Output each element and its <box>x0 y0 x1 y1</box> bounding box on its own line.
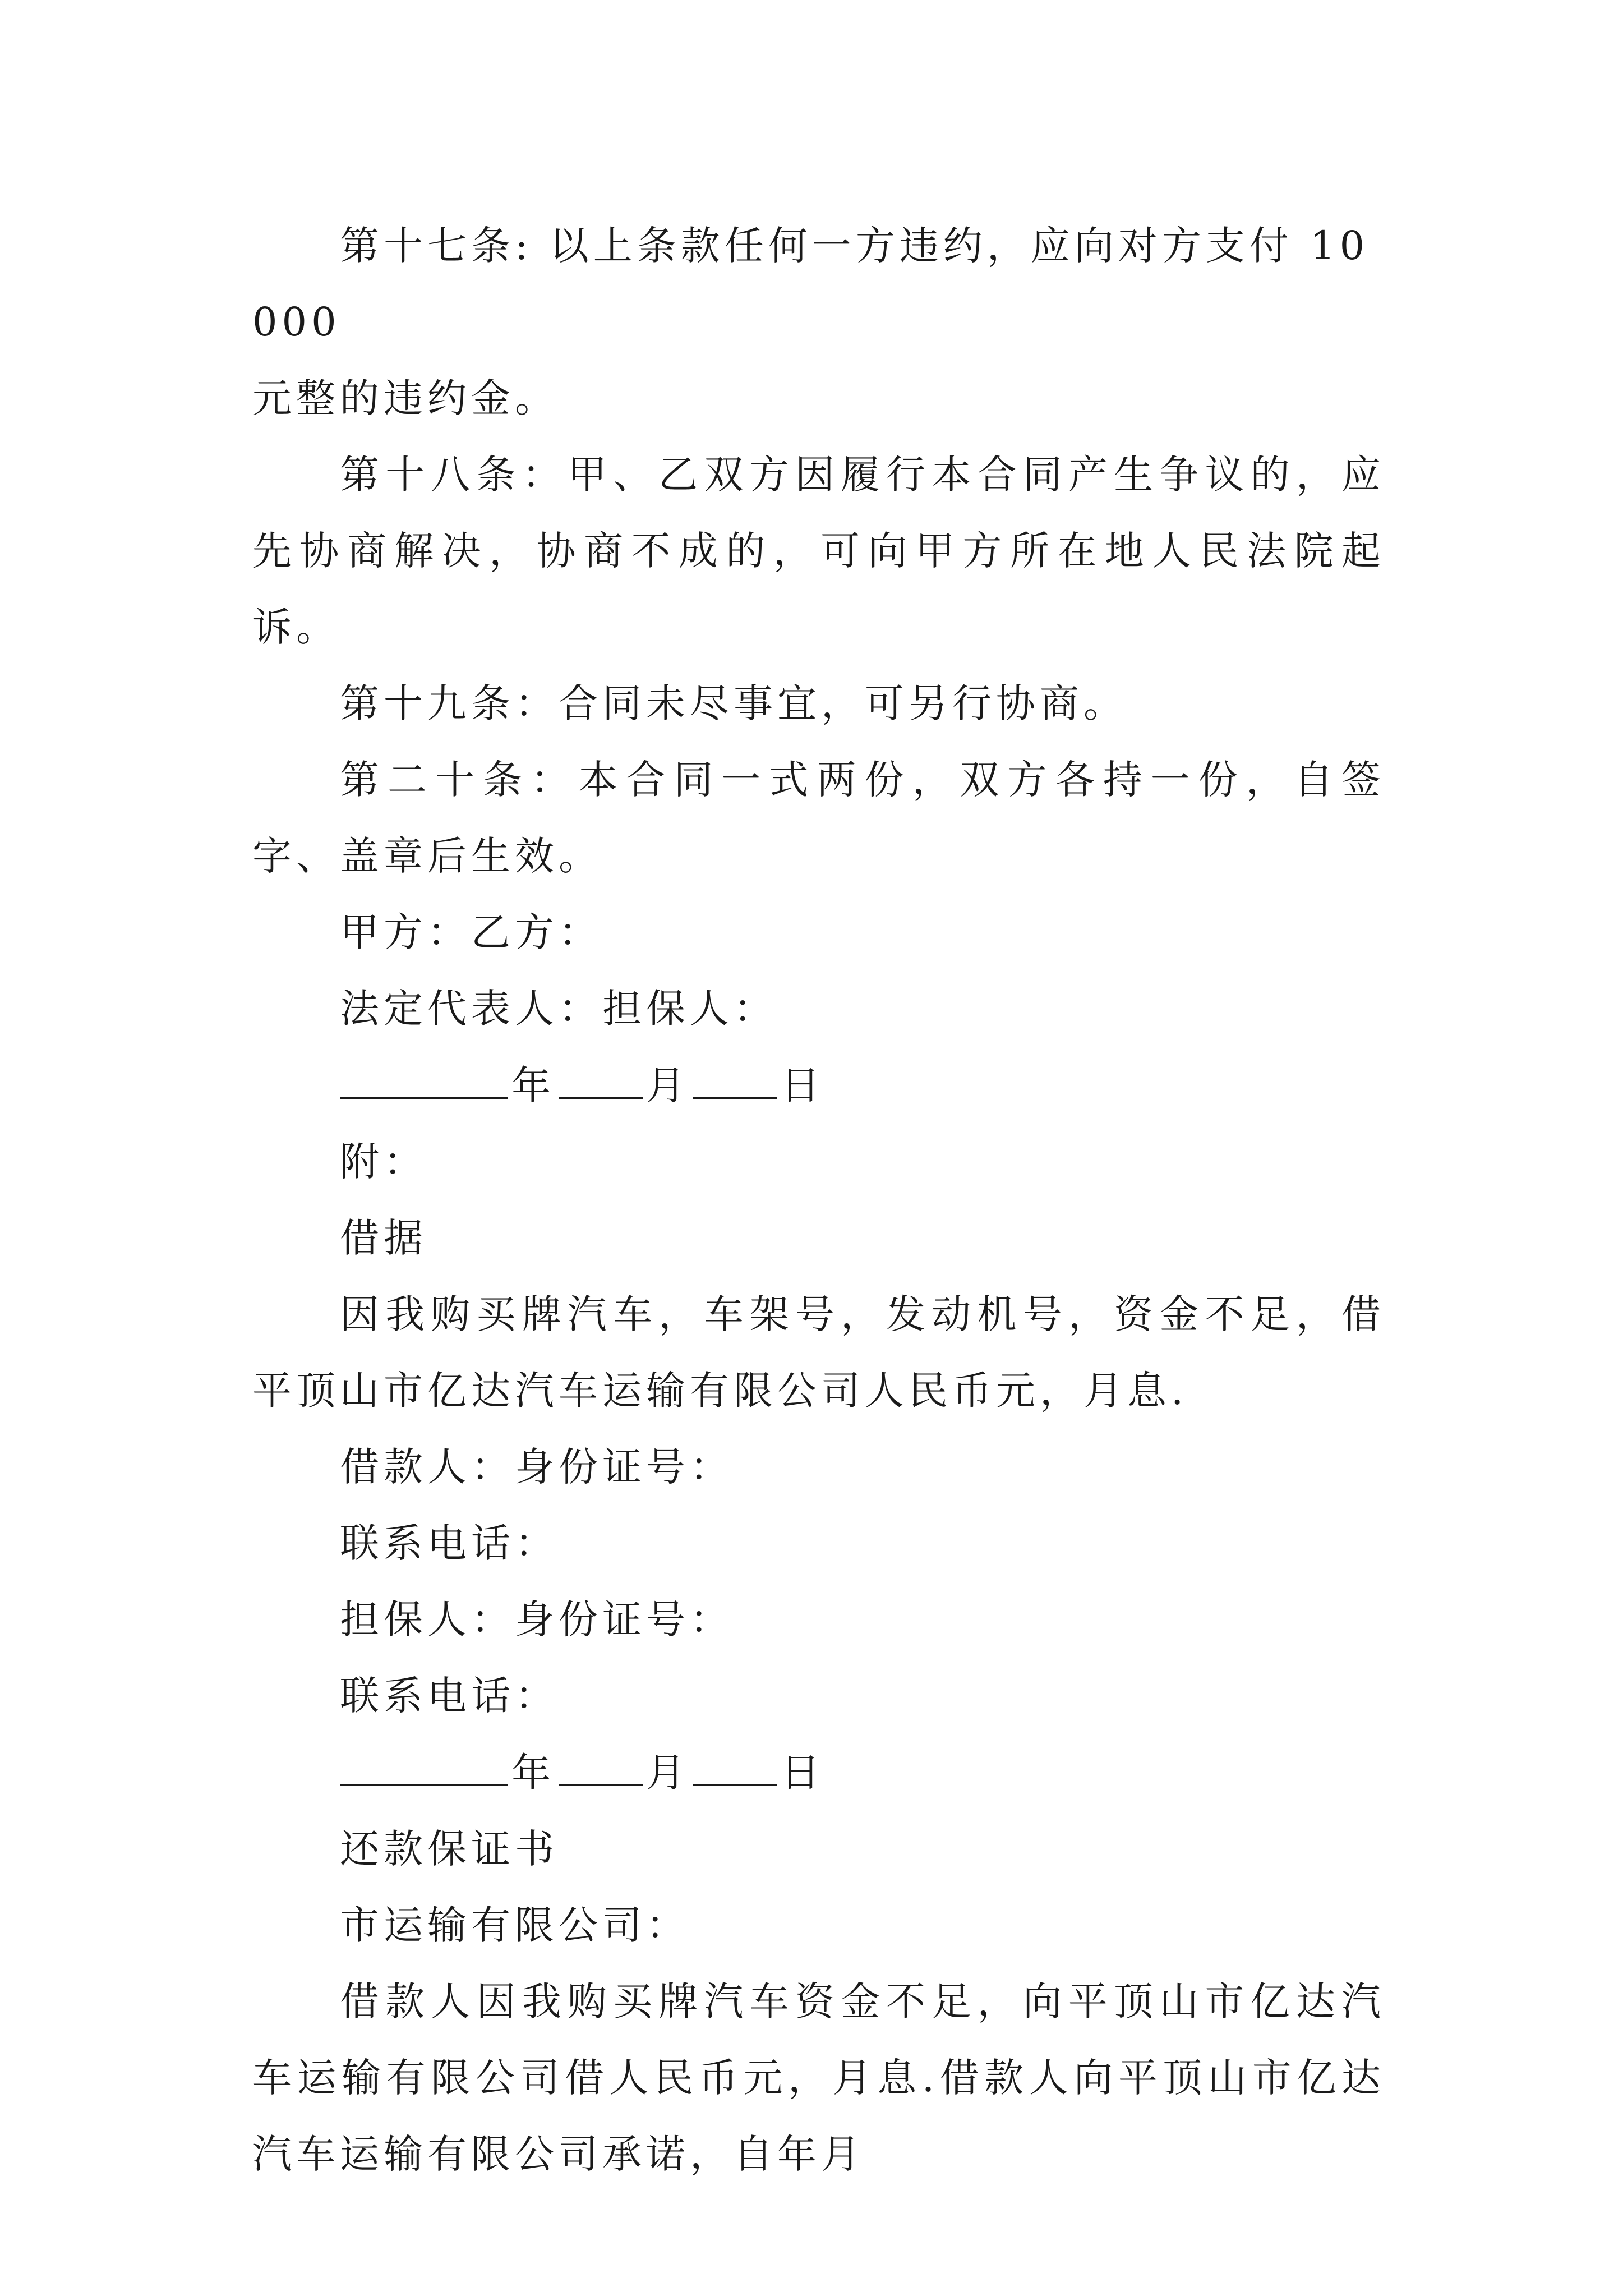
guarantee-body: 借款人因我购买牌汽车资金不足，向平顶山市亿达汽车运输有限公司借人民币元，月息.借款人向平顶山市亿达汽车运输有限公司承诺，自年月 <box>252 1978 1385 2177</box>
month-label: 月 <box>646 1062 690 1108</box>
phone-line-1: 联系电话： <box>340 1520 559 1566</box>
year-blank <box>340 1047 508 1099</box>
year-label: 年 <box>511 1062 555 1108</box>
year-label: 年 <box>511 1750 555 1796</box>
month-blank <box>559 1047 643 1099</box>
year-blank <box>340 1734 508 1786</box>
day-blank <box>693 1047 777 1099</box>
day-label: 日 <box>781 1750 824 1796</box>
day-blank <box>693 1734 777 1786</box>
article-18: 第十八条：甲、乙双方因履行本合同产生争议的，应先协商解决，协商不成的，可向甲方所在地人民法院起诉。 <box>252 452 1385 650</box>
article-19: 第十九条：合同未尽事宜，可另行协商。 <box>340 680 1127 726</box>
date-line-2 <box>252 1734 1385 1811</box>
document-body <box>252 208 1385 2192</box>
month-label: 月 <box>646 1750 690 1796</box>
phone-line-2: 联系电话： <box>340 1673 559 1719</box>
borrower-line: 借款人：身份证号： <box>340 1444 734 1490</box>
addressee-line: 市运输有限公司： <box>340 1902 690 1948</box>
guarantee-title: 还款保证书 <box>340 1826 559 1872</box>
guarantor-line: 担保人：身份证号： <box>340 1596 734 1642</box>
iou-title: 借据 <box>340 1215 427 1261</box>
month-blank <box>559 1734 643 1786</box>
article-17-line-2: 元整的违约金。 <box>252 375 559 421</box>
article-20: 第二十条：本合同一式两份，双方各持一份，自签字、盖章后生效。 <box>252 757 1385 879</box>
appendix-label: 附： <box>340 1139 427 1185</box>
iou-body: 因我购买牌汽车，车架号，发动机号，资金不足，借平顶山市亿达汽车运输有限公司人民币元，月息. <box>252 1291 1385 1414</box>
date-line-1 <box>252 1047 1385 1124</box>
parties-line: 甲方：乙方： <box>340 909 602 955</box>
representative-line: 法定代表人：担保人： <box>340 986 777 1032</box>
day-label: 日 <box>781 1062 824 1108</box>
article-17-line-1: 第十七条: 以上条款任何一方违约，应向对方支付 10000 <box>252 223 1370 345</box>
